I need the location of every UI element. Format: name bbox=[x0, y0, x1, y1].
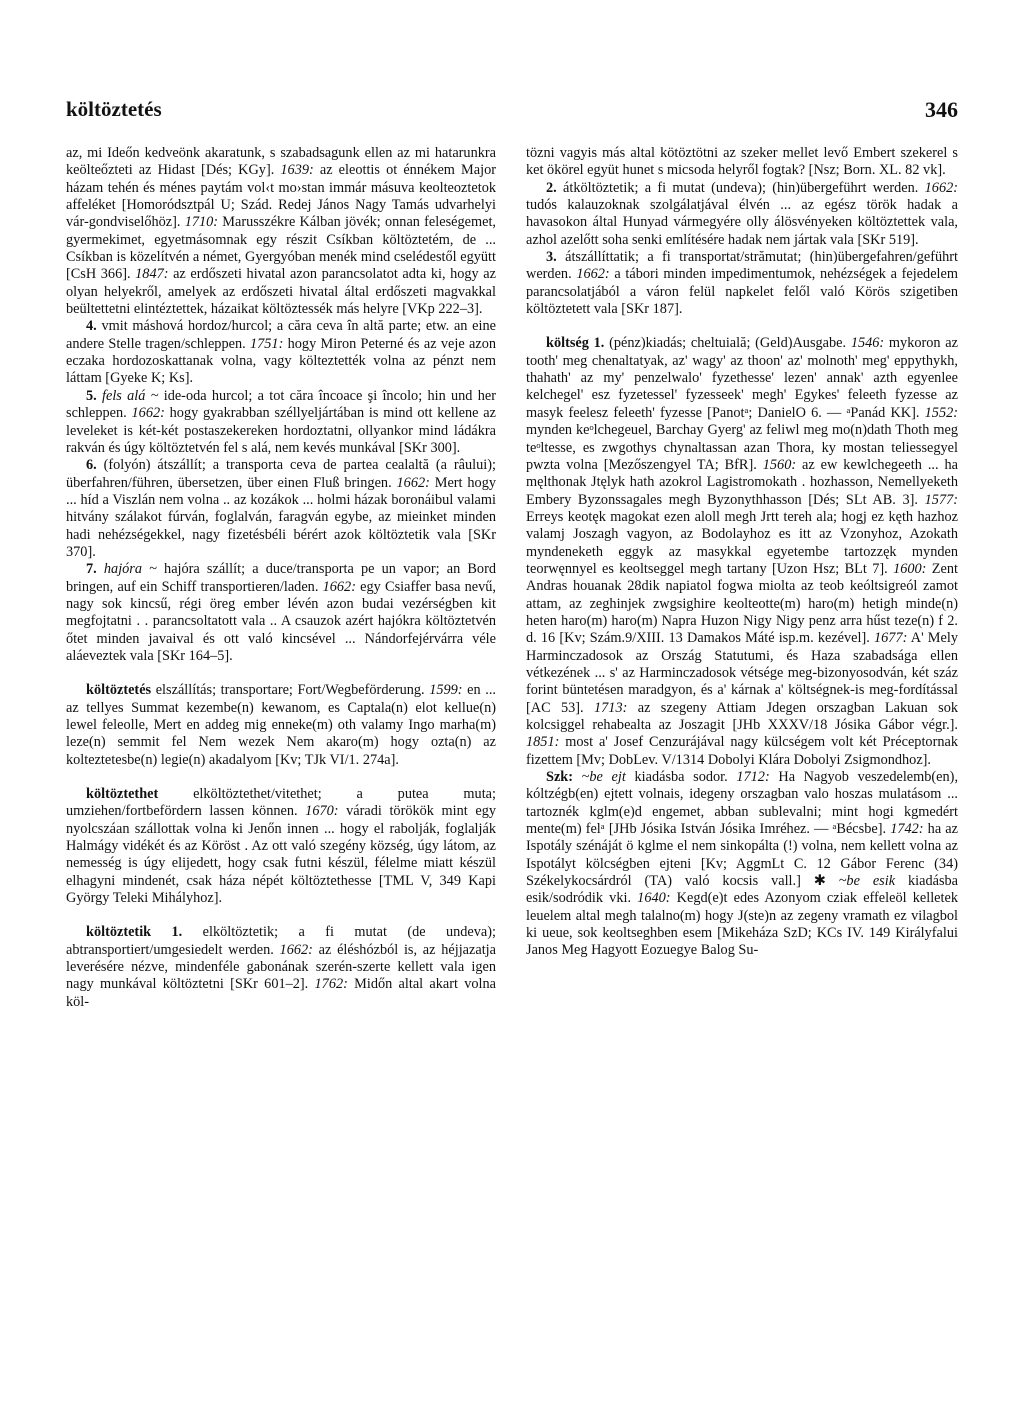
entry-text: ide-oda hurcol; a tot căra încoace şi încolo; hin und her schleppen. bbox=[66, 387, 496, 422]
entry-text: hogy gyakrabban széllyeljártában is mind ott kellene az leveleket is két-két postaszekereken hordoztatni, ollyankor mind ládákra rakván és úgy költöztetvén fel s alá, nem kevés munkával [SKr 300]. bbox=[66, 405, 496, 456]
bold-text: költöztethet bbox=[86, 786, 159, 803]
entry-text: Midőn altal akart volna köl- bbox=[66, 976, 497, 1010]
entry-text: en ... az tellyes Summat kezembe(n) kewanom, es Captala(n) elot kellue(n) lewel feleolle, Mert en addeg mig enneke(m) oth valamy Ingo marha(m) leze(n) semmit fel Nem wezek Nem akaro(m) hogy ozta(n) az kolteztetesbe(n) legie(n) akadalyom [Kv; TJk VI/1. 274a]. bbox=[66, 682, 496, 768]
entry-text: az eleottis ot énnékem Major házam tehén és ménes paytám vol‹t mo›stan immár másuva keolteoztetok affeléket [Homoródsztpál U; Szád. Redej János Nagy Tamás udvarhelyi vár-gondviselőhöz]. bbox=[66, 162, 496, 231]
bold-text: 5. bbox=[86, 387, 97, 404]
bold-text: Szk: bbox=[546, 769, 574, 786]
entry-paragraph bbox=[66, 388, 496, 457]
entry-text: elszállítás; transportare; Fort/Wegbeförderung. bbox=[151, 682, 430, 699]
italic-text: 1662: bbox=[322, 578, 356, 595]
entry-text bbox=[97, 561, 104, 577]
entry-text: hajóra szállít; a duce/transporta pe un vapor; an Bord bringen, auf ein Schiff transportieren/laden. bbox=[66, 561, 496, 595]
running-header bbox=[66, 97, 958, 127]
entry-text: (pénz)kiadás; cheltuială; (Geld)Ausgabe. bbox=[604, 335, 851, 352]
italic-text: 1577: bbox=[924, 491, 958, 508]
italic-text: 1762: bbox=[314, 976, 348, 993]
entry-paragraph bbox=[526, 769, 958, 960]
italic-text: 1662: bbox=[576, 266, 610, 283]
entry-text: tözni vagyis más altal kötöztötni az szeker mellet levő Embert szekerel s ket ökörel együt hunet s micsoda helyről fogtak? [Nsz; Born. XL. 82 vk]. bbox=[526, 145, 958, 179]
entry-text: vmit máshová hordoz/hurcol; a căra ceva în altă parte; etw. an eine andere Stelle tragen/schleppen. bbox=[66, 318, 496, 352]
bold-text: 4. bbox=[86, 318, 97, 335]
italic-text: hajóra ~ bbox=[103, 561, 157, 578]
italic-text: 1639: bbox=[280, 162, 314, 179]
entry-paragraph bbox=[66, 318, 496, 387]
entry-text: Ha Nagyob veszedelemb(en), kóltzégb(en) ejtett volnais, idegeny orszagban valo hoszas mulatásom ... tartoznék kglm(e)d engemet, abban sublevalni; mint hogi kgmedért mente(m) felᵃ [JHb Jósika István Jósika Imréhez. — ᵃBécsbe]. bbox=[526, 769, 959, 838]
bold-text: 3. bbox=[546, 249, 557, 266]
entry-text: kiadásba esik/sodródik vki. bbox=[526, 873, 959, 907]
italic-text: 1751: bbox=[249, 335, 284, 352]
bold-text: 7. bbox=[86, 561, 97, 578]
bold-text: 1. bbox=[593, 335, 605, 352]
bold-text: 6. bbox=[86, 457, 97, 474]
entry-text: váradi törökök mint egy nyolcszáan szállottak volna ki Jenőn innen ... hogy el rabolják, foglalják Halmágy vidékét és az Köröst . Az ott való szegény község, úgy látom, az nemesség is úgy elijedett, hogy csak futni készül, félelme miatt készül elhagyni mindenét, csak háza népét költöztethesse [TML V, 349 Kapi György Teleki Mihályhoz]. bbox=[66, 803, 496, 907]
entry-text: (folyón) átszállít; a transporta ceva de partea cealaltă (a râului); überfahren/führen, übersetzen, über einen Fluß bringen. bbox=[66, 457, 496, 491]
left-column bbox=[66, 145, 496, 1011]
entry-text: az szegeny Attiam Jdegen orszagban Lakuan sok kolcsiggel rehabealta az Joszagit [JHb XXXV/18 Jósika Gábor végr.]. bbox=[526, 699, 958, 733]
entry-text bbox=[151, 924, 171, 940]
dictionary-entry bbox=[526, 335, 958, 769]
bold-text: 1. bbox=[171, 924, 183, 941]
entry-text: egy Csiaffer basa nevű, nagy sok kincsű, régi öreg ember lévén azon budai vezérségben kit megfojtatni . . parancsoltatott vala .. A csauzok azért hajókra költöztetvén őtet minden javaival és ott való kincsével ... Nándorfejérvárra véle aláeveztek vala [SKr 164–5]. bbox=[66, 578, 497, 664]
italic-text: 1662: bbox=[131, 405, 165, 422]
entry-text: ha az Ispotály szénáját ö kglme el nem sinkopálta (!) volna, nem kellett volna az Ispotályt kölcségben ejteni [Kv; AggmLt C. 12 Gábor Ferenc (34) Székelykocsárdról (TA) való kocsis vall.] ✱ bbox=[526, 821, 958, 890]
italic-text: fels alá ~ bbox=[102, 387, 159, 404]
italic-text: 1847: bbox=[135, 266, 169, 283]
italic-text: 1713: bbox=[594, 699, 628, 716]
italic-text: 1710: bbox=[184, 214, 219, 231]
entry-text: Zent Andras houanak 28dik napiatol fogwa miolta az teob keóltsigreól zamot attam, az zeghinjek zwgsighire keolteotte(m) haro(m) hetigh minde(n) heten haro(m) haro(m) Napra Huzon Nigy Nigy penz arra hűst teze(n) f 2. d. 16 [Kv; Szám.9/XIII. 13 Damakos Máté isp.m. kezével]. bbox=[526, 560, 959, 647]
entry-text: Erreys keotęk magokat ezen aloll megh Jrtt tereh ala; hogj ez kęth hazhoz valamj Joszagh vagyon, az Bodolayhoz es itt az Vzonyhoz, Azokath myndeneketh eggyk az masykkal egyetembe tartozzęk mynden teorwęnnyel es keoltseggel megh tartany [Uzon Hsz; BLt 7]. bbox=[526, 508, 958, 577]
italic-text: ~be esik bbox=[838, 873, 896, 890]
italic-text: 1712: bbox=[736, 769, 770, 786]
page-number: 346 bbox=[925, 97, 958, 122]
dictionary-entry bbox=[66, 924, 496, 1011]
entry-text: átköltöztetik; a fi mutat (undeva); (hin)übergeführt werden. bbox=[556, 179, 925, 196]
italic-text: 1552: bbox=[924, 404, 958, 421]
entry-paragraph bbox=[66, 145, 496, 318]
entry-text: az erdőszeti hivatal azon parancsolatot adta ki, hogy az olyan helyekről, amelyek az erdőszeti hivatal által erdőszeti magvakkal beültettetni elintéztettek, házaikat költöztessék más helyre [VKp 222–3]. bbox=[66, 266, 496, 318]
entry-paragraph bbox=[526, 145, 958, 180]
dictionary-entry bbox=[66, 682, 496, 769]
italic-text: 1662: bbox=[924, 179, 958, 196]
italic-text: ~be ejt bbox=[581, 769, 626, 786]
bold-text: költség bbox=[546, 335, 589, 352]
entry-text: elköltöztethet/vitethet; a putea muta; umziehen/fortbefördern lassen können. bbox=[66, 786, 496, 820]
entry-text: mykoron az tooth' meg chenaltatyak, az' wagy' az thoon' az' molnoth' meg' eppythykh, thahath' az my' penzelwalo' fyzethesse' lezen' annak' azth egyenlee kelchegel' esz fyzetessel' fyzesseek' megh' Egykes' feleeth fyzesse az masyk feelesz feleeth' fyzesse [Panotᵃ; DanielO 6. — ᵃPanád KK]. bbox=[526, 335, 958, 421]
entry-text: elköltöztetik; a fi mutat (de undeva); abtransportiert/umgesiedelt werden. bbox=[66, 924, 496, 958]
entry-text: mynden keᵒlchegeuel, Barchay Gyerg' az feliwl meg mo(n)dath Thoth meg teᵒltesse, es zwgothys chynaltassan azan Thora, ky mostan teliessegyel pwzta volna [Mezőszengyel TA; BfR]. bbox=[526, 422, 958, 473]
italic-text: 1599: bbox=[429, 682, 463, 699]
italic-text: 1742: bbox=[890, 821, 924, 838]
italic-text: 1560: bbox=[762, 456, 797, 473]
bold-text: költöztetik bbox=[86, 924, 152, 941]
running-headword: költöztetés bbox=[66, 97, 162, 121]
entry-text: hogy Miron Peterné és az veje azon eczaka hordozoskattanak volna, vagy költeztették volna az pénzt nem láttam [Gyeke K; Ks]. bbox=[66, 335, 496, 387]
bold-text: 2. bbox=[546, 179, 557, 196]
italic-text: 1546: bbox=[850, 335, 885, 352]
right-column bbox=[526, 145, 958, 960]
italic-text: 1662: bbox=[279, 941, 313, 958]
italic-text: 1677: bbox=[874, 630, 908, 647]
entry-text: az, mi Ideőn kedveönk akaratunk, s szabadsagunk ellen az mi hatarunkra keölteőzteti az Hidast [Dés; KGy]. bbox=[66, 145, 496, 179]
entry-text: átszállíttatik; a fi transportat/strămutat; (hin)übergefahren/geführt werden. bbox=[526, 249, 958, 283]
entry-text bbox=[573, 769, 582, 785]
entry-text: Mert hogy ... híd a Viszlán nem volna .. az kozákok ... holmi házak boronáibul valami hitvány szálakot fúrván, foglalván, faragván egybe, az mieinket minden hadi nehézségekkel, nagy fizetésbéli bérért azok költöztetik vala [SKr 370]. bbox=[66, 474, 496, 560]
entry-text: most a' Josef Cenzurájával nagy külcségem volt két Préceptornak fizettem [Mv; DobLev. V/1314 Dobolyi Klára Dobolyi Zsigmondhoz]. bbox=[526, 734, 958, 768]
entry-paragraph bbox=[526, 249, 958, 318]
entry-text: Kegd(e)t edes Azonyom cziak effeleöl kelletek leuelem altal megh talalno(m) hogy J(ste)n az zegeny vramath ez vilagbol ki ueue, sok keoltseghben esem [Mikeháza SzD; KCs IV. 149 Királyfalui Janos Meg Hagyott Eozuegye Balog Su- bbox=[526, 890, 958, 959]
entry-text: a tábori minden impedimentumok, nehézségek a fejedelem parancsolatjából a váron felül napkelet felől való Körös szigetiben költöztetett vala [SKr 187]. bbox=[526, 266, 958, 318]
entry-text: Marusszékre Kálban jövék; onnan feleségemet, gyermekimet, egyetmásomnak egy részit Csíkban költöztetém, de ... Csíkban is közelítvén a német, Gyergyóban menék mind cselédestől együtt [CsH 366]. bbox=[66, 214, 497, 283]
italic-text: 1670: bbox=[305, 803, 339, 820]
entry-text: tudós kalauzoknak szolgálatjával élvén ... az egész török hadak a havasokon által Hunyad vármegyére olly álösvényeken költöztettek vala, azhol azelőtt soha senki említésére hadak nem jártak vala [SKr 519]. bbox=[526, 197, 958, 248]
italic-text: 1851: bbox=[526, 734, 560, 751]
entry-text: A' Mely Harminczadosok az Ország Statutumi, és Haza szabadsága ellen vétkezének ... s' az Harminczadosok vétsége meg-bizonyosodván, két száz forint büntetésen maradgyon, és a' kárnak a' költségnek-is meg-fordítással [AC 53]. bbox=[526, 630, 958, 716]
entry-paragraph bbox=[66, 561, 496, 665]
italic-text: 1600: bbox=[893, 560, 927, 577]
italic-text: 1662: bbox=[396, 474, 430, 491]
entry-text: az ew kewlchegeeth ... ha męlthonak Jtęlyk hath azokrol Lagistromokath . hozhasson, Nemellyeketh Embery Byzonssagales megh Byzonythhasson [Dés; SLt AB. 3]. bbox=[526, 456, 958, 508]
bold-text: költöztetés bbox=[86, 682, 152, 699]
italic-text: 1640: bbox=[637, 890, 671, 907]
dictionary-entry bbox=[66, 786, 496, 907]
entry-text: az éléshózból is, az héjjazatja leverésére nézve, mindenféle gabonának szerén-szerte kellett vala igen nagy munkával költöztetni [SKr 601–2]. bbox=[66, 941, 496, 993]
entry-text: kiadásba sodor. bbox=[625, 769, 737, 786]
entry-paragraph bbox=[526, 180, 958, 249]
entry-paragraph bbox=[66, 457, 496, 561]
